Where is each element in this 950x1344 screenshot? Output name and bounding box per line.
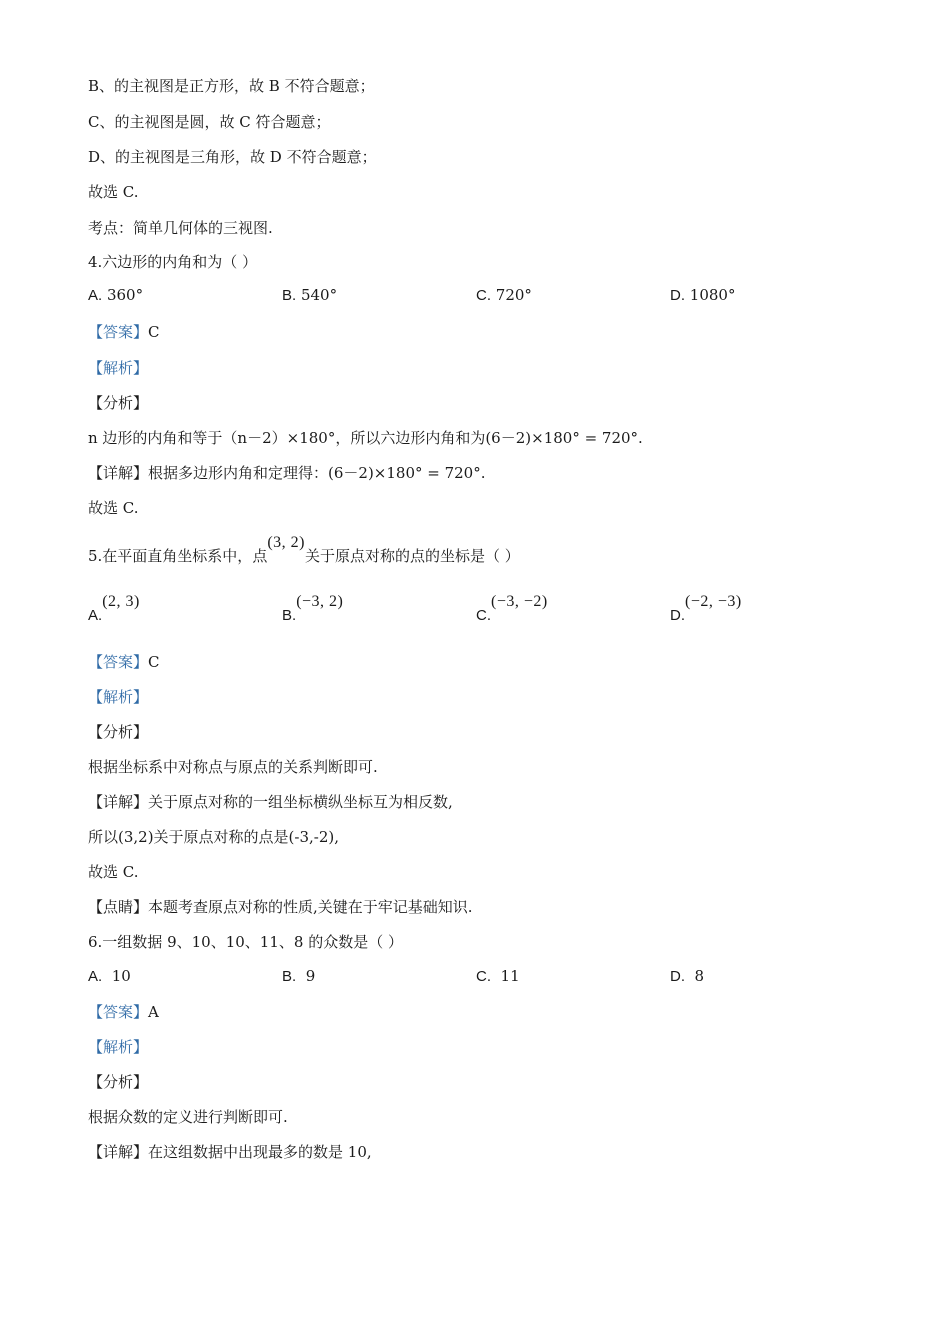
- q4-stem: 4.六边形的内角和为（ ）: [88, 253, 258, 271]
- q5-fenxi-text: 根据坐标系中对称点与原点的关系判断即可.: [88, 758, 378, 776]
- q4-option-b: B. 540°: [282, 286, 338, 304]
- prev-option-c-text: C、的主视图是圆，故 C 符合题意；: [88, 113, 331, 131]
- q6-options: [88, 967, 868, 1007]
- prev-kaodian: 考点：简单几何体的三视图.: [88, 219, 273, 237]
- q4-fenxi-text: n 边形的内角和等于（n－2）×180°，所以六边形内角和为(6－2)×180° = 720°.: [88, 429, 643, 447]
- q4-answer: 【答案】C: [88, 323, 160, 341]
- q4-option-a: A. 360°: [88, 286, 144, 304]
- q6-jiexi: 【解析】: [88, 1038, 149, 1056]
- q5-option-d: D.(−2, −3): [670, 593, 742, 624]
- q6-option-a: A. 10: [88, 967, 131, 985]
- q5-detail-2: 所以(3,2)关于原点对称的点是(-3,-2),: [88, 828, 340, 846]
- q5-dianjing: 【点睛】本题考查原点对称的性质,关键在于牢记基础知识.: [88, 898, 473, 916]
- q5-option-c: C.(−3, −2): [476, 593, 548, 624]
- q5-jiexi: 【解析】: [88, 688, 149, 706]
- q5-detail: 【详解】关于原点对称的一组坐标横纵坐标互为相反数,: [88, 793, 453, 811]
- q5-answer: 【答案】C: [88, 653, 160, 671]
- q5-fenxi: 【分析】: [88, 723, 149, 741]
- q4-fenxi: 【分析】: [88, 394, 149, 412]
- prev-choice: 故选 C.: [88, 183, 139, 201]
- q6-option-c: C. 11: [476, 967, 520, 985]
- q4-jiexi: 【解析】: [88, 359, 149, 377]
- prev-option-b-text: B、的主视图是正方形，故 B 不符合题意；: [88, 77, 375, 95]
- q6-stem: 6.一组数据 9、10、10、11、8 的众数是（ ）: [88, 933, 403, 951]
- q4-option-d: D. 1080°: [670, 286, 736, 304]
- q5-option-b: B.(−3, 2): [282, 593, 344, 624]
- q6-detail: 【详解】在这组数据中出现最多的数是 10,: [88, 1143, 372, 1161]
- q5-point: (3, 2): [267, 534, 305, 551]
- q6-fenxi-text: 根据众数的定义进行判断即可.: [88, 1108, 288, 1126]
- q6-fenxi: 【分析】: [88, 1073, 149, 1091]
- q6-option-b: B. 9: [282, 967, 316, 985]
- prev-option-d-text: D、的主视图是三角形，故 D 不符合题意；: [88, 148, 377, 166]
- q6-answer: 【答案】A: [88, 1003, 159, 1021]
- q5-stem: 5.在平面直角坐标系中，点(3, 2)关于原点对称的点的坐标是（ ）: [88, 534, 520, 565]
- q4-detail: 【详解】根据多边形内角和定理得：(6－2)×180° = 720°.: [88, 464, 486, 482]
- q5-choice: 故选 C.: [88, 863, 139, 881]
- q4-choice: 故选 C.: [88, 499, 139, 517]
- q4-options: [88, 286, 868, 326]
- q6-option-d: D. 8: [670, 967, 705, 985]
- q5-option-a: A.(2, 3): [88, 593, 140, 624]
- q5-options: [88, 593, 868, 646]
- q4-option-c: C. 720°: [476, 286, 532, 304]
